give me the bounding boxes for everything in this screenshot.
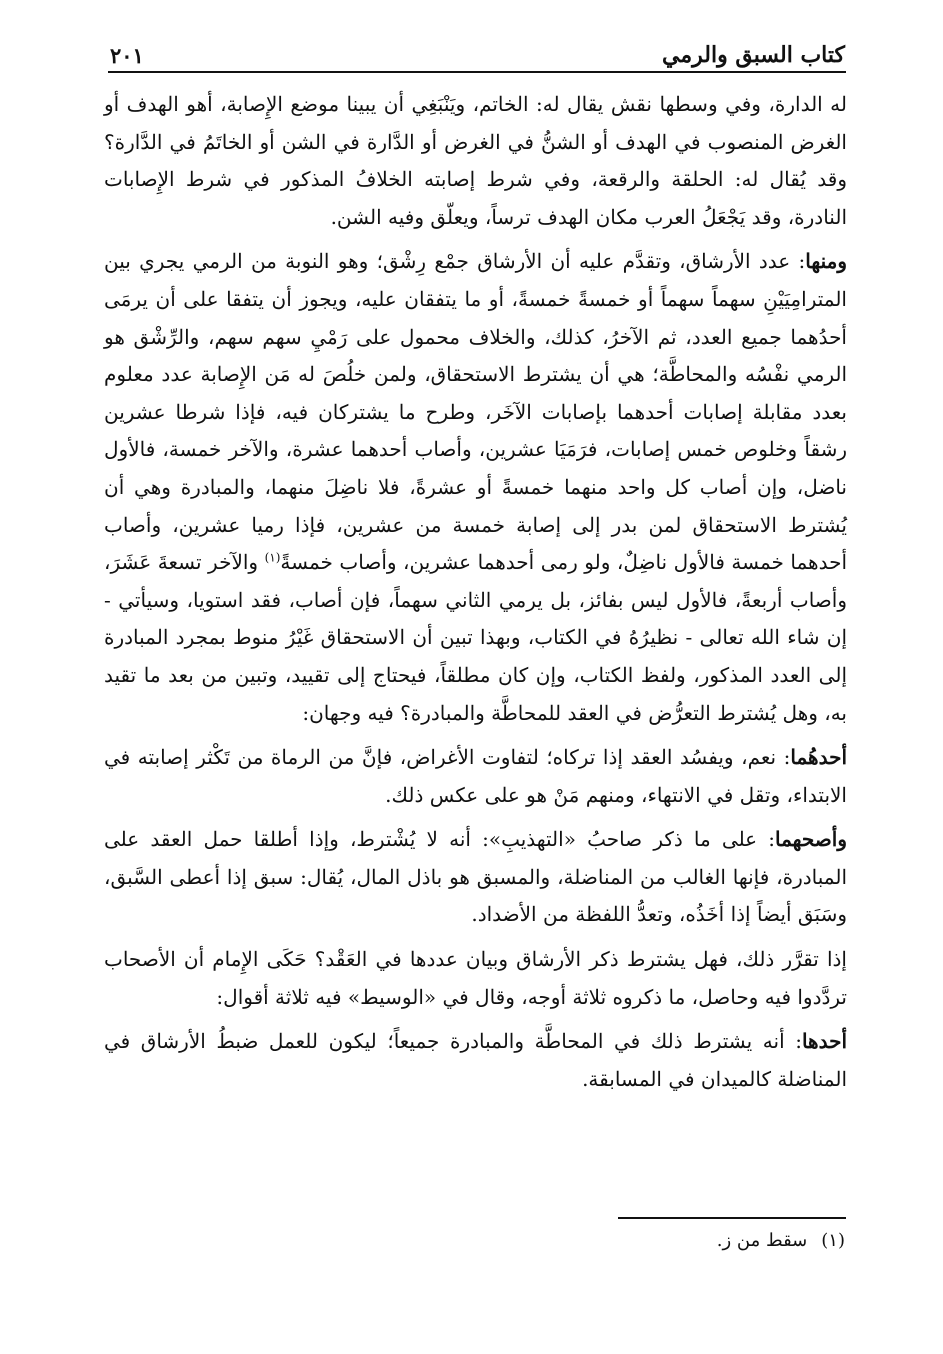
paragraph-lead: ومنها <box>805 249 847 274</box>
paragraph-text: : نعم، ويفسُد العقد إذا تركاه؛ لتفاوت الأغراض، فإنَّ من الرماة من تَكْثر إصابته في الابتداء، وتقل في الانتهاء، ومنهم مَنْ هو على عكس ذلك. <box>104 745 847 807</box>
paragraph-text: إذا تقرَّر ذلك، فهل يشترط ذكر الأرشاق وبيان عددها في العَقْد؟ حَكَى الإِمام أن الأصحاب تردَّدوا فيه وحاصل، ما ذكروه ثلاثة أوجه، وقال في «الوسيط» فيه ثلاثة أقوال: <box>104 947 847 1009</box>
page-number: ٢٠١ <box>110 43 144 68</box>
footnote-mark: (١) <box>821 1230 845 1251</box>
paragraph-3 <box>104 739 847 814</box>
main-text <box>104 86 847 1105</box>
paragraph-5 <box>104 941 847 1016</box>
paragraph-lead: أحدها <box>801 1029 847 1054</box>
paragraph-lead: أحدهُما <box>790 745 848 770</box>
footnote <box>717 1228 845 1254</box>
footnote-reference: (١) <box>264 550 281 565</box>
page-header <box>110 28 845 68</box>
paragraph-text: له الدارة، وفي وسطها نقش يقال له: الخاتم، ويَنْبَغِي أن يبينا موضع الإِصابة، أهو الهدف أو الغرض المنصوب في الهدف أو الشنُّ في الغرض أو الدَّارة في الشن أو الخاتَمُ في الدَّارة؟ وقد يُقال له: الحلقة والرقعة، وفي شرط إصابته الخلافُ المذكور في شرط الإِصابات النادرة، وقد يَجْعَلُ العرب مكان الهدف ترساً، ويعلّق وفيه الشن. <box>104 92 847 229</box>
book-title: كتاب السبق والرمي <box>662 42 845 68</box>
paragraph-text: : عدد الأرشاق، وتقدَّم عليه أن الأرشاق جمْع رِشْق؛ وهو النوبة من الرمي يجري بين المترامِيَيْنِ سهماً سهماً أو خمسةً خمسةً، أو ما يتفقان عليه، ويجوز أن يتفقا على أن يرمَى أحدُهما جميع العدد، ثم الآخرُ، كذلك، والخلاف محمول على رَمْيِ سهم سهم، والرِّشْق هو الرمي نفْسُه والمحاطَّة؛ هي أن يشترط الاستحقاق، ولمن خلُصَ له مَن الإِصابة عدد معلوم بعدد مقابلة إصابات أحدهما بإصابات الآخَر، وطرح ما يشتركان فيه، فإذا شرطا عشرين رشقاً وخلوص خمس إصابات، فرَمَيَا عشرين، وأصاب أحدهما عشرة، والآخر خمسة، فالأول ناضل، وإن أصاب كل واحد منهما خمسةً أو عشرةً، فلا ناضِلَ منهما، والمبادرة وهي أن يُشترط الاستحقاق لمن بدر إلى إصابة خمسة من عشرين، فإذا رميا عشرين، وأصاب أحدهما خمسة فالأول ناضِلٌ، ولو رمى أحدهما عشرين، وأصاب خمسةً <box>104 249 848 575</box>
paragraph-lead: وأصحهما <box>775 827 847 852</box>
paragraph-2 <box>104 243 847 732</box>
footnote-text: سقط من ز. <box>716 1230 808 1251</box>
paragraph-6 <box>104 1023 847 1098</box>
paragraph-4 <box>104 821 847 934</box>
paragraph-1 <box>104 86 847 236</box>
footnote-rule <box>618 1217 846 1219</box>
paragraph-text: : على ما ذكر صاحبُ «التهذيبِ»: أنه لا يُشْترط، وإذا أطلقا حمل العقد على المبادرة، فإنها الغالب من المناضلة، والمسبق هو باذل المال، يُقال: سبق إذا أعطى السَّبق، وسَبَق أيضاً إذا أخَذُه، وتعدُّ اللفظة من الأضداد. <box>104 827 847 927</box>
header-rule <box>108 71 846 73</box>
paragraph-text-continued: والآخر تسعةَ عَشَرَ، وأصاب أربعةً، فالأول ليس بفائز، بل يرمي الثاني سهماً، فإن أصاب، فقد استويا، وسيأتي - إن شاء الله تعالى - نظيرُهُ في الكتاب، وبهذا تبين أن الاستحقاق غَيْرُ منوط بمجرد المبادرة إلى العدد المذكور، ولفظ الكتاب، وإن كان مطلقاً، فيحتاج إلى تقييد، وتبين من بعد ما تقيد به، وهل يُشترط التعرُّض في العقد للمحاطَّة والمبادرة؟ فيه وجهان: <box>104 550 847 725</box>
paragraph-text: : أنه يشترط ذلك في المحاطَّة والمبادرة جميعاً؛ ليكون للعمل ضبطُ الأرشاق في المناضلة كالميدان في المسابقة. <box>104 1029 847 1091</box>
